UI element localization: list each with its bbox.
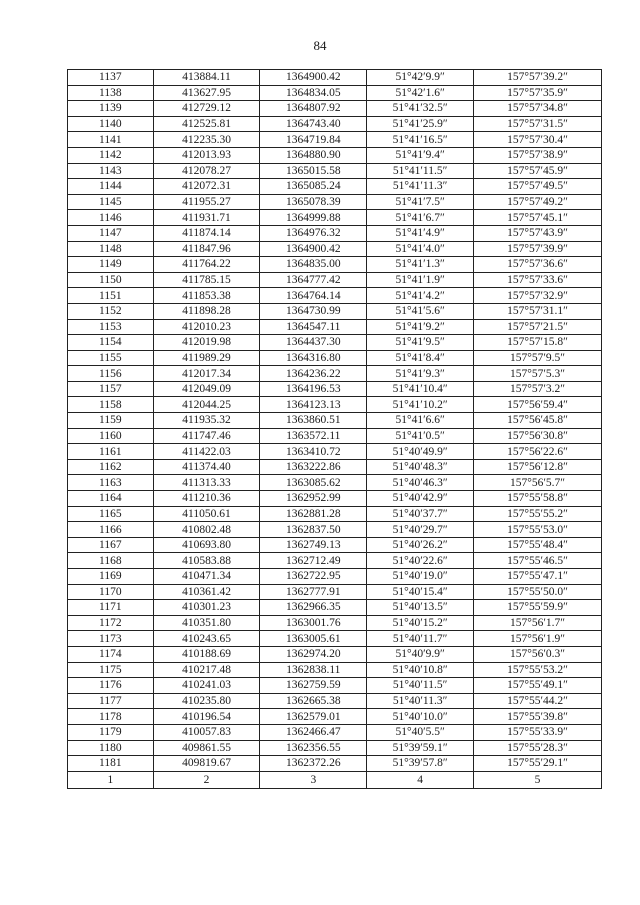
table-cell: 412019.98 — [153, 335, 260, 351]
table-cell: 411422.03 — [153, 444, 260, 460]
table-cell: 1363860.51 — [260, 413, 367, 429]
table-row — [68, 147, 602, 163]
table-row — [68, 257, 602, 273]
table-cell: 51°40′15.2″ — [367, 615, 474, 631]
table-cell: 1363001.76 — [260, 615, 367, 631]
table-cell: 409819.67 — [153, 756, 260, 772]
table-cell: 1365085.24 — [260, 179, 367, 195]
table-cell: 1140 — [68, 116, 154, 132]
column-number-cell: 4 — [367, 771, 474, 788]
table-cell: 1363085.62 — [260, 475, 367, 491]
table-cell: 411374.40 — [153, 459, 260, 475]
table-cell: 157°57′32.9″ — [474, 288, 602, 304]
table-cell: 1362356.55 — [260, 740, 367, 756]
table-cell: 411874.14 — [153, 225, 260, 241]
table-cell: 157°57′43.9″ — [474, 225, 602, 241]
table-cell: 157°56′22.6″ — [474, 444, 602, 460]
table-cell: 410361.42 — [153, 584, 260, 600]
table-cell: 410301.23 — [153, 600, 260, 616]
table-cell: 1365015.58 — [260, 163, 367, 179]
table-cell: 157°55′28.3″ — [474, 740, 602, 756]
table-row — [68, 631, 602, 647]
table-cell: 51°40′15.4″ — [367, 584, 474, 600]
table-cell: 412072.31 — [153, 179, 260, 195]
table-cell: 51°40′37.7″ — [367, 506, 474, 522]
table-cell: 51°41′32.5″ — [367, 101, 474, 117]
table-cell: 51°39′59.1″ — [367, 740, 474, 756]
table-cell: 51°41′4.0″ — [367, 241, 474, 257]
table-cell: 411785.15 — [153, 272, 260, 288]
table-cell: 157°57′5.3″ — [474, 366, 602, 382]
table-cell: 1155 — [68, 350, 154, 366]
table-cell: 412729.12 — [153, 101, 260, 117]
table-cell: 1362712.49 — [260, 553, 367, 569]
table-cell: 1164 — [68, 491, 154, 507]
table-cell: 157°57′49.2″ — [474, 194, 602, 210]
table-cell: 1145 — [68, 194, 154, 210]
table-cell: 410693.80 — [153, 537, 260, 553]
table-cell: 157°57′33.6″ — [474, 272, 602, 288]
table-cell: 157°55′33.9″ — [474, 724, 602, 740]
table-row — [68, 194, 602, 210]
table-cell: 1177 — [68, 693, 154, 709]
table-cell: 1173 — [68, 631, 154, 647]
column-number-row — [68, 771, 602, 788]
table-cell: 51°41′25.9″ — [367, 116, 474, 132]
table-row — [68, 709, 602, 725]
table-cell: 1143 — [68, 163, 154, 179]
table-cell: 1179 — [68, 724, 154, 740]
table-cell: 157°55′49.1″ — [474, 678, 602, 694]
table-row — [68, 163, 602, 179]
table-cell: 1149 — [68, 257, 154, 273]
table-cell: 51°41′4.2″ — [367, 288, 474, 304]
table-cell: 411313.33 — [153, 475, 260, 491]
table-row — [68, 413, 602, 429]
table-cell: 410583.88 — [153, 553, 260, 569]
table-row — [68, 179, 602, 195]
table-cell: 411955.27 — [153, 194, 260, 210]
table-cell: 1152 — [68, 303, 154, 319]
table-cell: 157°57′31.1″ — [474, 303, 602, 319]
table-row — [68, 132, 602, 148]
table-cell: 51°41′6.6″ — [367, 413, 474, 429]
table-cell: 410196.54 — [153, 709, 260, 725]
page-number: 84 — [313, 38, 327, 53]
table-cell: 157°56′30.8″ — [474, 428, 602, 444]
table-cell: 1146 — [68, 210, 154, 226]
table-cell: 411989.29 — [153, 350, 260, 366]
table-cell: 51°41′7.5″ — [367, 194, 474, 210]
table-cell: 1362722.95 — [260, 569, 367, 585]
table-cell: 1364764.14 — [260, 288, 367, 304]
table-cell: 1365078.39 — [260, 194, 367, 210]
table-cell: 157°57′39.2″ — [474, 70, 602, 86]
table-cell: 1364999.88 — [260, 210, 367, 226]
table-cell: 409861.55 — [153, 740, 260, 756]
table-cell: 413627.95 — [153, 85, 260, 101]
table-cell: 157°57′36.6″ — [474, 257, 602, 273]
table-cell: 1154 — [68, 335, 154, 351]
table-row — [68, 428, 602, 444]
table-cell: 1158 — [68, 397, 154, 413]
table-cell: 1165 — [68, 506, 154, 522]
table-cell: 51°40′11.5″ — [367, 678, 474, 694]
table-cell: 1362881.28 — [260, 506, 367, 522]
table-cell: 1362466.47 — [260, 724, 367, 740]
table-cell: 51°40′42.9″ — [367, 491, 474, 507]
table-cell: 1161 — [68, 444, 154, 460]
table-cell: 1362665.38 — [260, 693, 367, 709]
table-cell: 1171 — [68, 600, 154, 616]
table-cell: 411853.38 — [153, 288, 260, 304]
table-cell: 1363005.61 — [260, 631, 367, 647]
table-cell: 1364316.80 — [260, 350, 367, 366]
table-cell: 157°55′46.5″ — [474, 553, 602, 569]
column-number-cell: 1 — [68, 771, 154, 788]
table-cell: 157°57′30.4″ — [474, 132, 602, 148]
table-row — [68, 584, 602, 600]
table-cell: 411747.46 — [153, 428, 260, 444]
table-cell: 1175 — [68, 662, 154, 678]
table-cell: 1170 — [68, 584, 154, 600]
table-cell: 1159 — [68, 413, 154, 429]
table-cell: 1362579.01 — [260, 709, 367, 725]
table-cell: 411931.71 — [153, 210, 260, 226]
table-row — [68, 646, 602, 662]
table-cell: 411210.36 — [153, 491, 260, 507]
table-cell: 157°55′53.0″ — [474, 522, 602, 538]
table-cell: 1362966.35 — [260, 600, 367, 616]
table-row — [68, 85, 602, 101]
table-row — [68, 366, 602, 382]
table-cell: 51°39′57.8″ — [367, 756, 474, 772]
table-row — [68, 210, 602, 226]
table-row — [68, 506, 602, 522]
column-number-cell: 2 — [153, 771, 260, 788]
column-number-cell: 5 — [474, 771, 602, 788]
table-row — [68, 319, 602, 335]
table-cell: 51°41′10.4″ — [367, 381, 474, 397]
table-cell: 1364719.84 — [260, 132, 367, 148]
table-cell: 1362838.11 — [260, 662, 367, 678]
table-cell: 51°40′11.7″ — [367, 631, 474, 647]
table-cell: 157°57′35.9″ — [474, 85, 602, 101]
table-cell: 1364900.42 — [260, 241, 367, 257]
table-cell: 157°56′45.8″ — [474, 413, 602, 429]
table-cell: 1364900.42 — [260, 70, 367, 86]
table-cell: 1364976.32 — [260, 225, 367, 241]
table-cell: 412017.34 — [153, 366, 260, 382]
table-cell: 157°57′31.5″ — [474, 116, 602, 132]
table-cell: 157°57′45.9″ — [474, 163, 602, 179]
table-row — [68, 491, 602, 507]
table-cell: 51°41′1.3″ — [367, 257, 474, 273]
table-cell: 51°41′8.4″ — [367, 350, 474, 366]
table-cell: 157°55′47.1″ — [474, 569, 602, 585]
table-cell: 157°57′38.9″ — [474, 147, 602, 163]
table-cell: 51°40′10.0″ — [367, 709, 474, 725]
table-cell: 412525.81 — [153, 116, 260, 132]
table-cell: 1156 — [68, 366, 154, 382]
table-cell: 1147 — [68, 225, 154, 241]
table-row — [68, 241, 602, 257]
table-cell: 1148 — [68, 241, 154, 257]
table-row — [68, 444, 602, 460]
table-cell: 51°41′11.3″ — [367, 179, 474, 195]
table-cell: 51°41′5.6″ — [367, 303, 474, 319]
table-row — [68, 397, 602, 413]
table-row — [68, 335, 602, 351]
table-cell: 1364123.13 — [260, 397, 367, 413]
table-cell: 1153 — [68, 319, 154, 335]
table-cell: 1162 — [68, 459, 154, 475]
table-cell: 410471.34 — [153, 569, 260, 585]
table-cell: 157°57′3.2″ — [474, 381, 602, 397]
table-cell: 51°40′29.7″ — [367, 522, 474, 538]
coordinates-table — [67, 69, 602, 789]
table-cell: 157°57′9.5″ — [474, 350, 602, 366]
table-cell: 51°41′0.5″ — [367, 428, 474, 444]
table-row — [68, 740, 602, 756]
table-cell: 412044.25 — [153, 397, 260, 413]
table-row — [68, 569, 602, 585]
table-cell: 410243.65 — [153, 631, 260, 647]
table-cell: 1364880.90 — [260, 147, 367, 163]
table-cell: 157°55′55.2″ — [474, 506, 602, 522]
table-row — [68, 116, 602, 132]
table-cell: 1362759.59 — [260, 678, 367, 694]
table-cell: 1167 — [68, 537, 154, 553]
table-cell: 157°55′58.8″ — [474, 491, 602, 507]
table-cell: 1169 — [68, 569, 154, 585]
table-cell: 1362372.26 — [260, 756, 367, 772]
table-cell: 1362837.50 — [260, 522, 367, 538]
table-cell: 1168 — [68, 553, 154, 569]
table-cell: 1176 — [68, 678, 154, 694]
table-row — [68, 303, 602, 319]
table-row — [68, 600, 602, 616]
table-cell: 1172 — [68, 615, 154, 631]
table-cell: 1181 — [68, 756, 154, 772]
column-number-cell: 3 — [260, 771, 367, 788]
table-cell: 410241.03 — [153, 678, 260, 694]
table-row — [68, 288, 602, 304]
table-cell: 411050.61 — [153, 506, 260, 522]
coordinates-table-body — [68, 70, 602, 789]
table-cell: 1363222.86 — [260, 459, 367, 475]
table-cell: 1157 — [68, 381, 154, 397]
table-cell: 411764.22 — [153, 257, 260, 273]
table-cell: 410217.48 — [153, 662, 260, 678]
table-cell: 157°57′34.8″ — [474, 101, 602, 117]
table-cell: 1364777.42 — [260, 272, 367, 288]
table-cell: 157°57′21.5″ — [474, 319, 602, 335]
table-cell: 1364730.99 — [260, 303, 367, 319]
table-cell: 51°40′49.9″ — [367, 444, 474, 460]
table-cell: 411935.32 — [153, 413, 260, 429]
table-cell: 1166 — [68, 522, 154, 538]
table-cell: 1364236.22 — [260, 366, 367, 382]
table-cell: 51°40′10.8″ — [367, 662, 474, 678]
table-row — [68, 724, 602, 740]
table-cell: 157°56′5.7″ — [474, 475, 602, 491]
table-cell: 51°42′9.9″ — [367, 70, 474, 86]
table-cell: 157°56′1.9″ — [474, 631, 602, 647]
table-cell: 51°42′1.6″ — [367, 85, 474, 101]
table-cell: 1364834.05 — [260, 85, 367, 101]
table-cell: 412049.09 — [153, 381, 260, 397]
table-cell: 51°40′19.0″ — [367, 569, 474, 585]
table-cell: 157°56′59.4″ — [474, 397, 602, 413]
table-cell: 1151 — [68, 288, 154, 304]
table-cell: 51°41′9.5″ — [367, 335, 474, 351]
table-cell: 1150 — [68, 272, 154, 288]
table-cell: 157°57′45.1″ — [474, 210, 602, 226]
table-cell: 1362777.91 — [260, 584, 367, 600]
table-cell: 410235.80 — [153, 693, 260, 709]
table-cell: 410802.48 — [153, 522, 260, 538]
table-cell: 1362749.13 — [260, 537, 367, 553]
table-cell: 51°41′9.2″ — [367, 319, 474, 335]
table-cell: 411847.96 — [153, 241, 260, 257]
table-cell: 1364196.53 — [260, 381, 367, 397]
table-cell: 157°55′50.0″ — [474, 584, 602, 600]
table-cell: 51°40′9.9″ — [367, 646, 474, 662]
table-cell: 411898.28 — [153, 303, 260, 319]
table-cell: 1363572.11 — [260, 428, 367, 444]
table-cell: 157°57′15.8″ — [474, 335, 602, 351]
table-cell: 51°41′11.5″ — [367, 163, 474, 179]
table-cell: 51°41′9.3″ — [367, 366, 474, 382]
table-row — [68, 678, 602, 694]
table-cell: 157°56′12.8″ — [474, 459, 602, 475]
table-cell: 51°40′22.6″ — [367, 553, 474, 569]
table-cell: 51°40′11.3″ — [367, 693, 474, 709]
table-cell: 51°40′5.5″ — [367, 724, 474, 740]
table-cell: 1364835.00 — [260, 257, 367, 273]
table-cell: 1364547.11 — [260, 319, 367, 335]
table-row — [68, 756, 602, 772]
table-cell: 157°55′29.1″ — [474, 756, 602, 772]
table-row — [68, 350, 602, 366]
table-cell: 51°40′13.5″ — [367, 600, 474, 616]
table-cell: 412078.27 — [153, 163, 260, 179]
table-cell: 157°55′48.4″ — [474, 537, 602, 553]
table-cell: 51°40′26.2″ — [367, 537, 474, 553]
table-cell: 410188.69 — [153, 646, 260, 662]
table-row — [68, 553, 602, 569]
table-cell: 51°40′48.3″ — [367, 459, 474, 475]
table-cell: 51°41′9.4″ — [367, 147, 474, 163]
table-cell: 412010.23 — [153, 319, 260, 335]
table-cell: 412235.30 — [153, 132, 260, 148]
table-row — [68, 272, 602, 288]
table-cell: 1160 — [68, 428, 154, 444]
table-cell: 51°40′46.3″ — [367, 475, 474, 491]
table-row — [68, 475, 602, 491]
table-cell: 157°57′49.5″ — [474, 179, 602, 195]
table-cell: 410057.83 — [153, 724, 260, 740]
table-cell: 51°41′6.7″ — [367, 210, 474, 226]
table-cell: 1363410.72 — [260, 444, 367, 460]
table-cell: 157°55′59.9″ — [474, 600, 602, 616]
table-cell: 412013.93 — [153, 147, 260, 163]
table-row — [68, 537, 602, 553]
table-cell: 1142 — [68, 147, 154, 163]
table-cell: 1137 — [68, 70, 154, 86]
table-cell: 157°55′39.8″ — [474, 709, 602, 725]
table-cell: 1364807.92 — [260, 101, 367, 117]
table-cell: 1364437.30 — [260, 335, 367, 351]
table-row — [68, 101, 602, 117]
table-row — [68, 615, 602, 631]
table-row — [68, 522, 602, 538]
table-row — [68, 662, 602, 678]
table-cell: 413884.11 — [153, 70, 260, 86]
table-cell: 1362974.20 — [260, 646, 367, 662]
table-cell: 51°41′10.2″ — [367, 397, 474, 413]
table-row — [68, 459, 602, 475]
table-cell: 51°41′4.9″ — [367, 225, 474, 241]
table-row — [68, 693, 602, 709]
table-cell: 157°55′53.2″ — [474, 662, 602, 678]
table-cell: 157°56′0.3″ — [474, 646, 602, 662]
table-cell: 157°55′44.2″ — [474, 693, 602, 709]
table-cell: 157°57′39.9″ — [474, 241, 602, 257]
table-cell: 410351.80 — [153, 615, 260, 631]
table-cell: 1144 — [68, 179, 154, 195]
table-cell: 1139 — [68, 101, 154, 117]
table-cell: 1178 — [68, 709, 154, 725]
table-cell: 1362952.99 — [260, 491, 367, 507]
table-cell: 51°41′16.5″ — [367, 132, 474, 148]
table-cell: 51°41′1.9″ — [367, 272, 474, 288]
table-row — [68, 225, 602, 241]
table-cell: 1138 — [68, 85, 154, 101]
table-cell: 1180 — [68, 740, 154, 756]
table-row — [68, 381, 602, 397]
table-cell: 157°56′1.7″ — [474, 615, 602, 631]
table-cell: 1174 — [68, 646, 154, 662]
table-cell: 1364743.40 — [260, 116, 367, 132]
table-cell: 1141 — [68, 132, 154, 148]
table-row — [68, 70, 602, 86]
table-cell: 1163 — [68, 475, 154, 491]
